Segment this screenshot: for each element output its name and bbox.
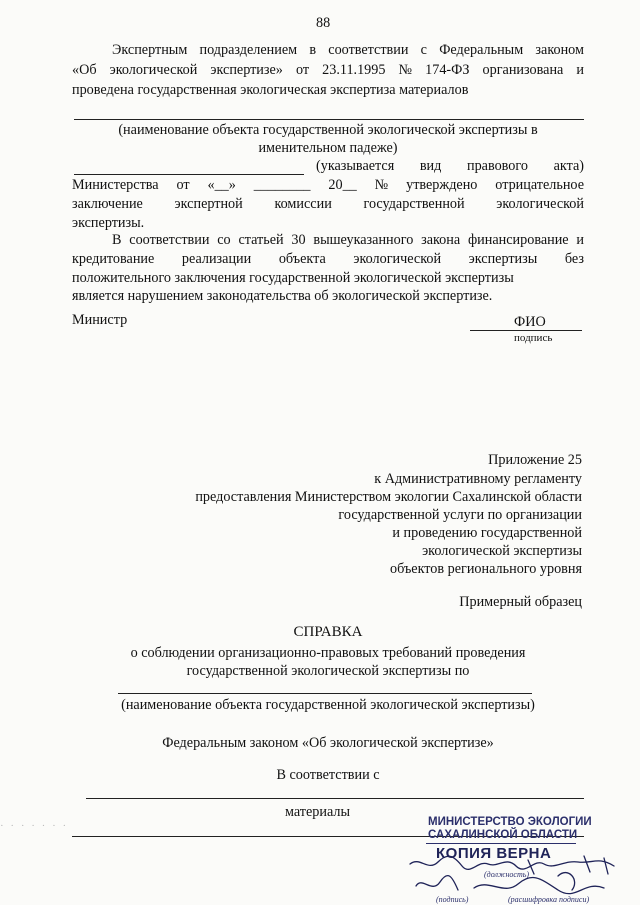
page-number: 88 [316,15,331,31]
para2-line2: Министерства от «__» ________ 20__ № утверждено отрицательное [72,177,584,193]
para2-line1: (указывается вид правового акта) [316,158,584,174]
signature-line [470,330,582,331]
stamp-caption-decoding: (расшифровка подписи) [508,895,590,904]
accordance-line: В соответствии с [276,767,380,783]
para3-line3: положительного заключения государственной экологической экспертизы [72,270,514,286]
appendix-line-5: и проведению государственной [392,525,582,541]
certificate-subtitle-1: о соблюдении организационно-правовых требований проведения [130,645,526,661]
stamp-caption-position: (должность) [484,870,530,879]
para1-line3: проведена государственная экологическая экспертиза материалов [72,82,469,98]
law-line: Федеральным законом «Об экологической экспертизе» [162,735,494,751]
legal-act-line [74,174,304,175]
minister-fio: ФИО [514,314,546,330]
stamp-caption-signature: (подпись) [436,895,469,904]
appendix-line-2: к Административному регламенту [374,471,582,487]
para3-line1: В соответствии со статьей 30 вышеуказанного закона финансирование и [112,232,584,248]
materials-label: материалы [285,804,351,820]
para1-line1: Экспертным подразделением в соответствии с Федеральным законом [112,42,584,58]
para3-line4: является нарушением законодательства об экологической экспертизе. [72,288,493,304]
appendix-line-1: Приложение 25 [488,452,582,468]
sample-label: Примерный образец [459,594,582,610]
signature-caption: подпись [514,332,553,344]
minister-label: Министр [72,312,128,328]
object-caption-line1: (наименование объекта государственной экологической экспертизы в [118,122,538,138]
appendix-line-6: экологической экспертизы [422,543,582,559]
object-name-line [74,119,584,120]
para1-line2: «Об экологической экспертизе» от 23.11.1995 № 174-ФЗ организована и [72,62,584,78]
accordance-blank-line [86,798,584,799]
stamp-region: САХАЛИНСКОЙ ОБЛАСТИ [428,829,578,841]
appendix-line-4: государственной услуги по организации [338,507,582,523]
para2-line4: экспертизы. [72,215,145,231]
handwritten-signature-icon [408,816,638,905]
stamp-certified-copy: КОПИЯ ВЕРНА [436,845,552,862]
certificate-object-line [118,693,532,694]
para2-line3: заключение экспертной комиссии государственной экологической [72,196,584,212]
appendix-line-3: предоставления Министерством экологии Сахалинской области [195,489,582,505]
stamp-ministry: МИНИСТЕРСТВО ЭКОЛОГИИ [428,816,592,828]
scan-noise: · · · · · · · [0,820,69,832]
certificate-title: СПРАВКА [293,624,363,640]
para3-line2: кредитование реализации объекта экологической экспертизы без [72,251,584,267]
certified-copy-stamp [408,816,638,905]
certificate-subtitle-2: государственной экологической экспертизы по [186,663,470,679]
object-caption-line2: именительном падеже) [258,140,398,156]
appendix-line-7: объектов регионального уровня [389,561,582,577]
certificate-object-caption: (наименование объекта государственной экологической экспертизы) [121,697,535,713]
